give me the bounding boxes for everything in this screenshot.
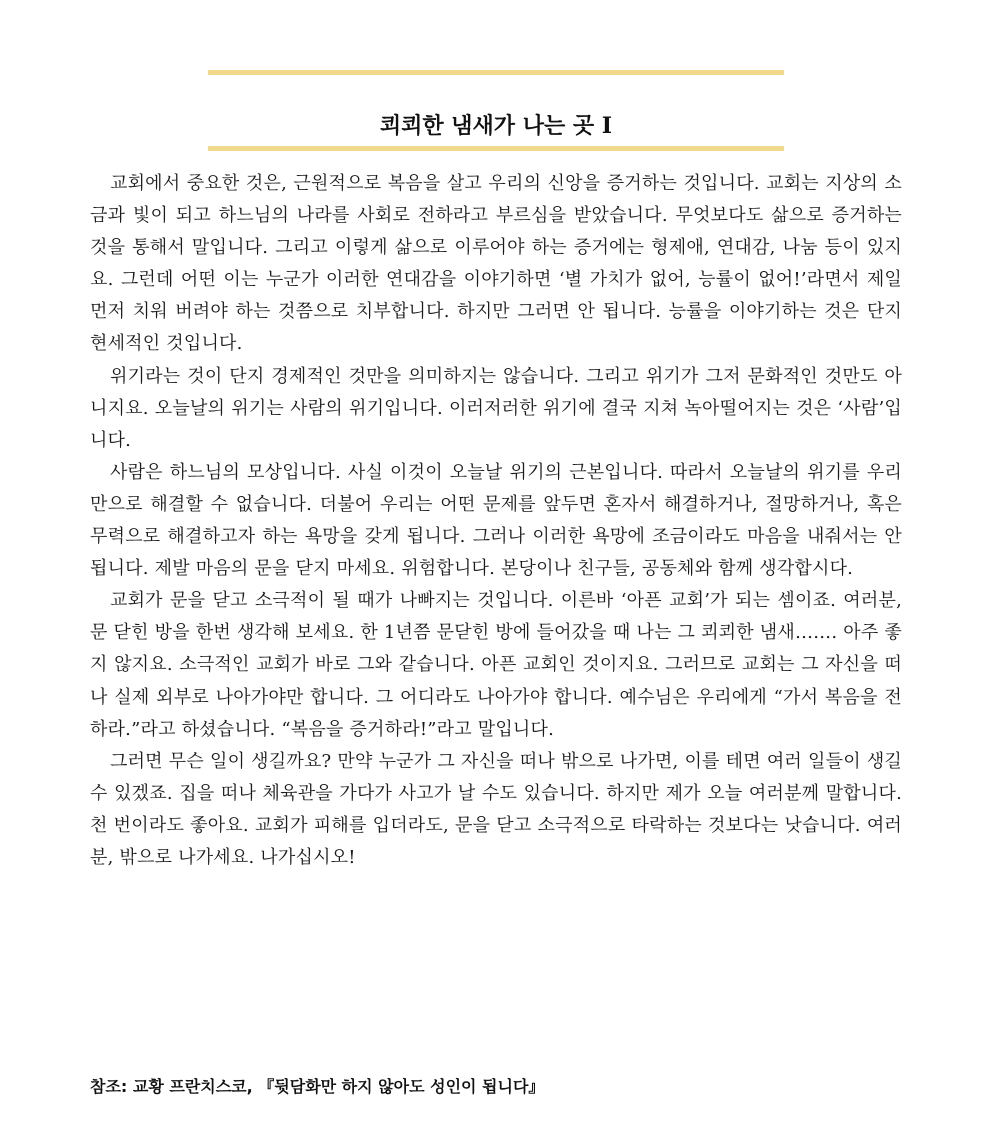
reference-note: 참조: 교황 프란치스코, 『뒷담화만 하지 않아도 성인이 됩니다』 [90, 1077, 545, 1096]
paragraph-3: 사람은 하느님의 모상입니다. 사실 이것이 오늘날 위기의 근본입니다. 따라서 오늘날의 위기를 우리만으로 해결할 수 없습니다. 더불어 우리는 어떤 문제를 앞두면 혼자서 해결하거나, 절망하거나, 혹은 무력으로 해결하고자 하는 욕망을 갖게 됩니다. 그러나 이러한 욕망에 조금이라도 마음을 내줘서는 안 됩니다. 제발 마음의 문을 닫지 마세요. 위험합니다. 본당이나 친구들, 공동체와 함께 생각합시다. [90, 461, 902, 580]
paragraph-1: 교회에서 중요한 것은, 근원적으로 복음을 살고 우리의 신앙을 증거하는 것입니다. 교회는 지상의 소금과 빛이 되고 하느님의 나라를 사회로 전하라고 부르심을 받았습니다. 무엇보다도 삶으로 증거하는 것을 통해서 말입니다. 그리고 이렇게 삶으로 이루어야 하는 증거에는 형제애, 연대감, 나눔 등이 있지요. 그런데 어떤 이는 누군가 이러한 연대감을 이야기하면 ‘별 가치가 없어, 능률이 없어!’라면서 제일 먼저 치워 버려야 하는 것쯤으로 치부합니다. 하지만 그러면 안 됩니다. 능률을 이야기하는 것은 단지 현세적인 것입니다. [90, 173, 902, 355]
title-bottom-rule [208, 146, 784, 151]
paragraph-5: 그러면 무슨 일이 생길까요? 만약 누군가 그 자신을 떠나 밖으로 나가면, 이를 테면 여러 일들이 생길 수 있겠죠. 집을 떠나 체육관을 가다가 사고가 날 수도 있습니다. 하지만 제가 오늘 여러분께 말합니다. 천 번이라도 좋아요. 교회가 피해를 입더라도, 문을 닫고 소극적으로 타락하는 것보다는 낫습니다. 여러분, 밖으로 나가세요. 나가십시오! [90, 750, 902, 868]
paragraph-4: 교회가 문을 닫고 소극적이 될 때가 나빠지는 것입니다. 이른바 ‘아픈 교회’가 되는 셈이죠. 여러분, 문 닫힌 방을 한번 생각해 보세요. 한 1년쯤 문닫힌 방에 들어갔을 때 나는 그 쾨쾨한 냄새……. 아주 좋지 않지요. 소극적인 교회가 바로 그와 같습니다. 아픈 교회인 것이지요. 그러므로 교회는 그 자신을 떠나 실제 외부로 나아가야만 합니다. 그 어디라도 나아가야 합니다. 예수님은 우리에게 “가서 복음을 전하라.”라고 하셨습니다. “복음을 증거하라!”라고 말입니다. [90, 590, 902, 740]
paragraph-2: 위기라는 것이 단지 경제적인 것만을 의미하지는 않습니다. 그리고 위기가 그저 문화적인 것만도 아니지요. 오늘날의 위기는 사람의 위기입니다. 이러저러한 위기에 결국 지쳐 녹아떨어지는 것은 ‘사람’입니다. [90, 365, 902, 451]
title-top-rule [208, 70, 784, 75]
page-title: 쾨쾨한 냄새가 나는 곳 I [379, 112, 613, 139]
body-text [90, 168, 902, 874]
